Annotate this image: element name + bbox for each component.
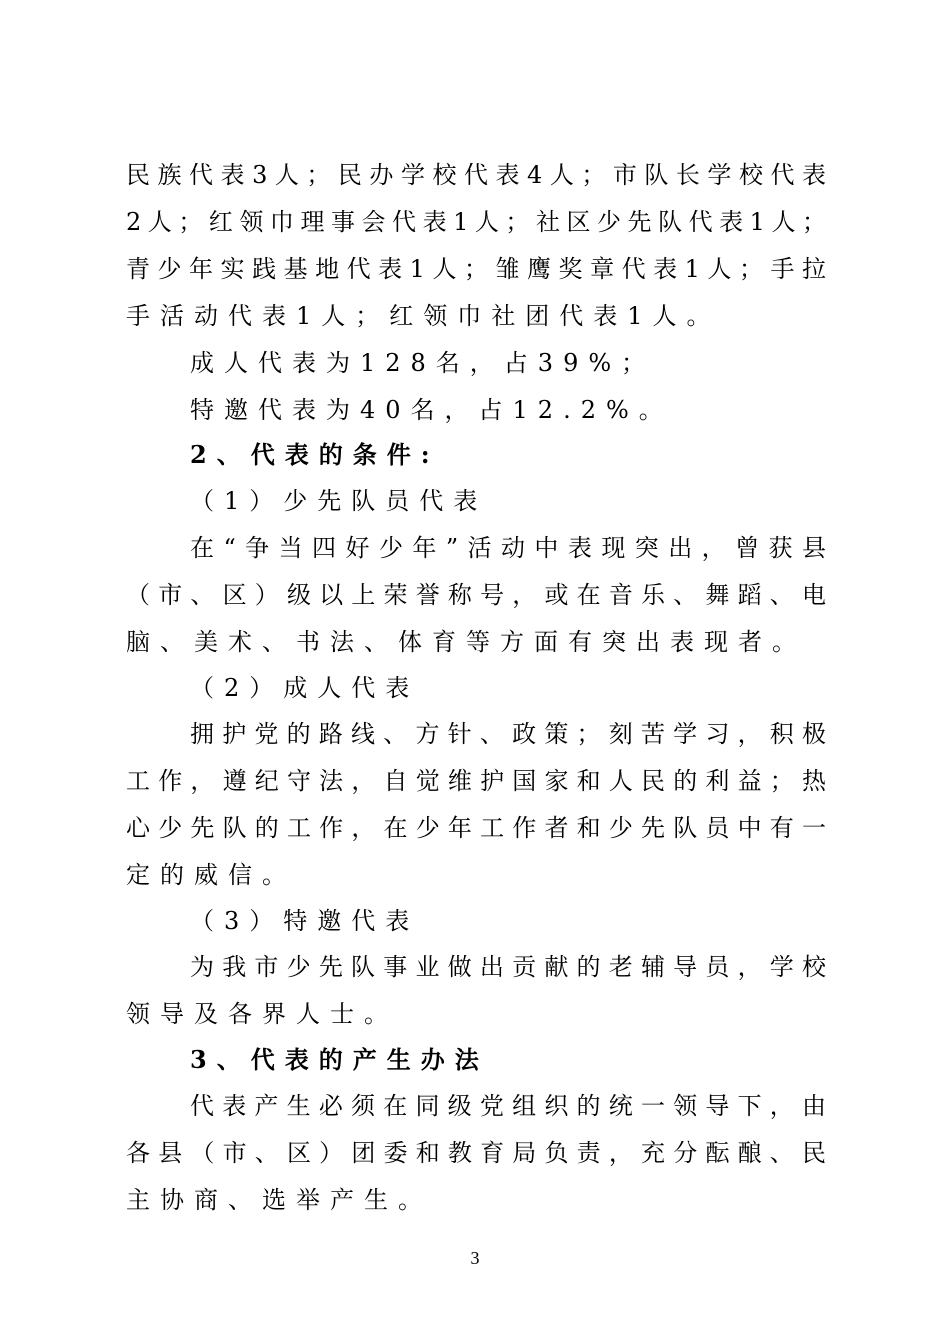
paragraph-line: 主协商、选举产生。 — [126, 1186, 432, 1214]
paragraph-line: 定的威信。 — [126, 861, 296, 889]
paragraph-line: 为我市少先队事业做出贡献的老辅导员，学校 — [190, 953, 826, 981]
paragraph-line: 特邀代表为40名，占12.2%。 — [190, 396, 673, 424]
subsection-heading: （1）少先队员代表 — [190, 487, 488, 515]
page-number: 3 — [470, 1248, 480, 1268]
paragraph-line: 领导及各界人士。 — [126, 1000, 398, 1028]
paragraph-line: 心少先队的工作，在少年工作者和少先队员中有一 — [126, 814, 826, 842]
paragraph-line: 成人代表为128名，占39%； — [190, 349, 656, 377]
paragraph-line: 拥护党的路线、方针、政策；刻苦学习，积极 — [190, 720, 826, 748]
subsection-heading: （3）特邀代表 — [190, 907, 420, 935]
paragraph-line: 手活动代表1人；红领巾社团代表1人。 — [126, 302, 721, 330]
paragraph-line: 代表产生必须在同级党组织的统一领导下，由 — [190, 1092, 826, 1120]
paragraph-line: 工作，遵纪守法，自觉维护国家和人民的利益；热 — [126, 767, 826, 795]
paragraph-line: 脑、美术、书法、体育等方面有突出表现者。 — [126, 628, 806, 656]
paragraph-line: 民族代表3人；民办学校代表4人；市队长学校代表 — [126, 161, 826, 189]
paragraph-line: 青少年实践基地代表1人；雏鹰奖章代表1人；手拉 — [126, 255, 826, 283]
subsection-heading: （2）成人代表 — [190, 674, 420, 702]
paragraph-line: 在“争当四好少年”活动中表现突出，曾获县 — [190, 534, 826, 562]
paragraph-line: 2人；红领巾理事会代表1人；社区少先队代表1人； — [126, 208, 826, 236]
paragraph-line: （市、区）级以上荣誉称号，或在音乐、舞蹈、电 — [126, 581, 826, 609]
section-heading: 3、代表的产生办法 — [190, 1045, 489, 1074]
section-heading: 2、代表的条件: — [190, 440, 440, 469]
paragraph-line: 各县（市、区）团委和教育局负责，充分酝酿、民 — [126, 1139, 826, 1167]
